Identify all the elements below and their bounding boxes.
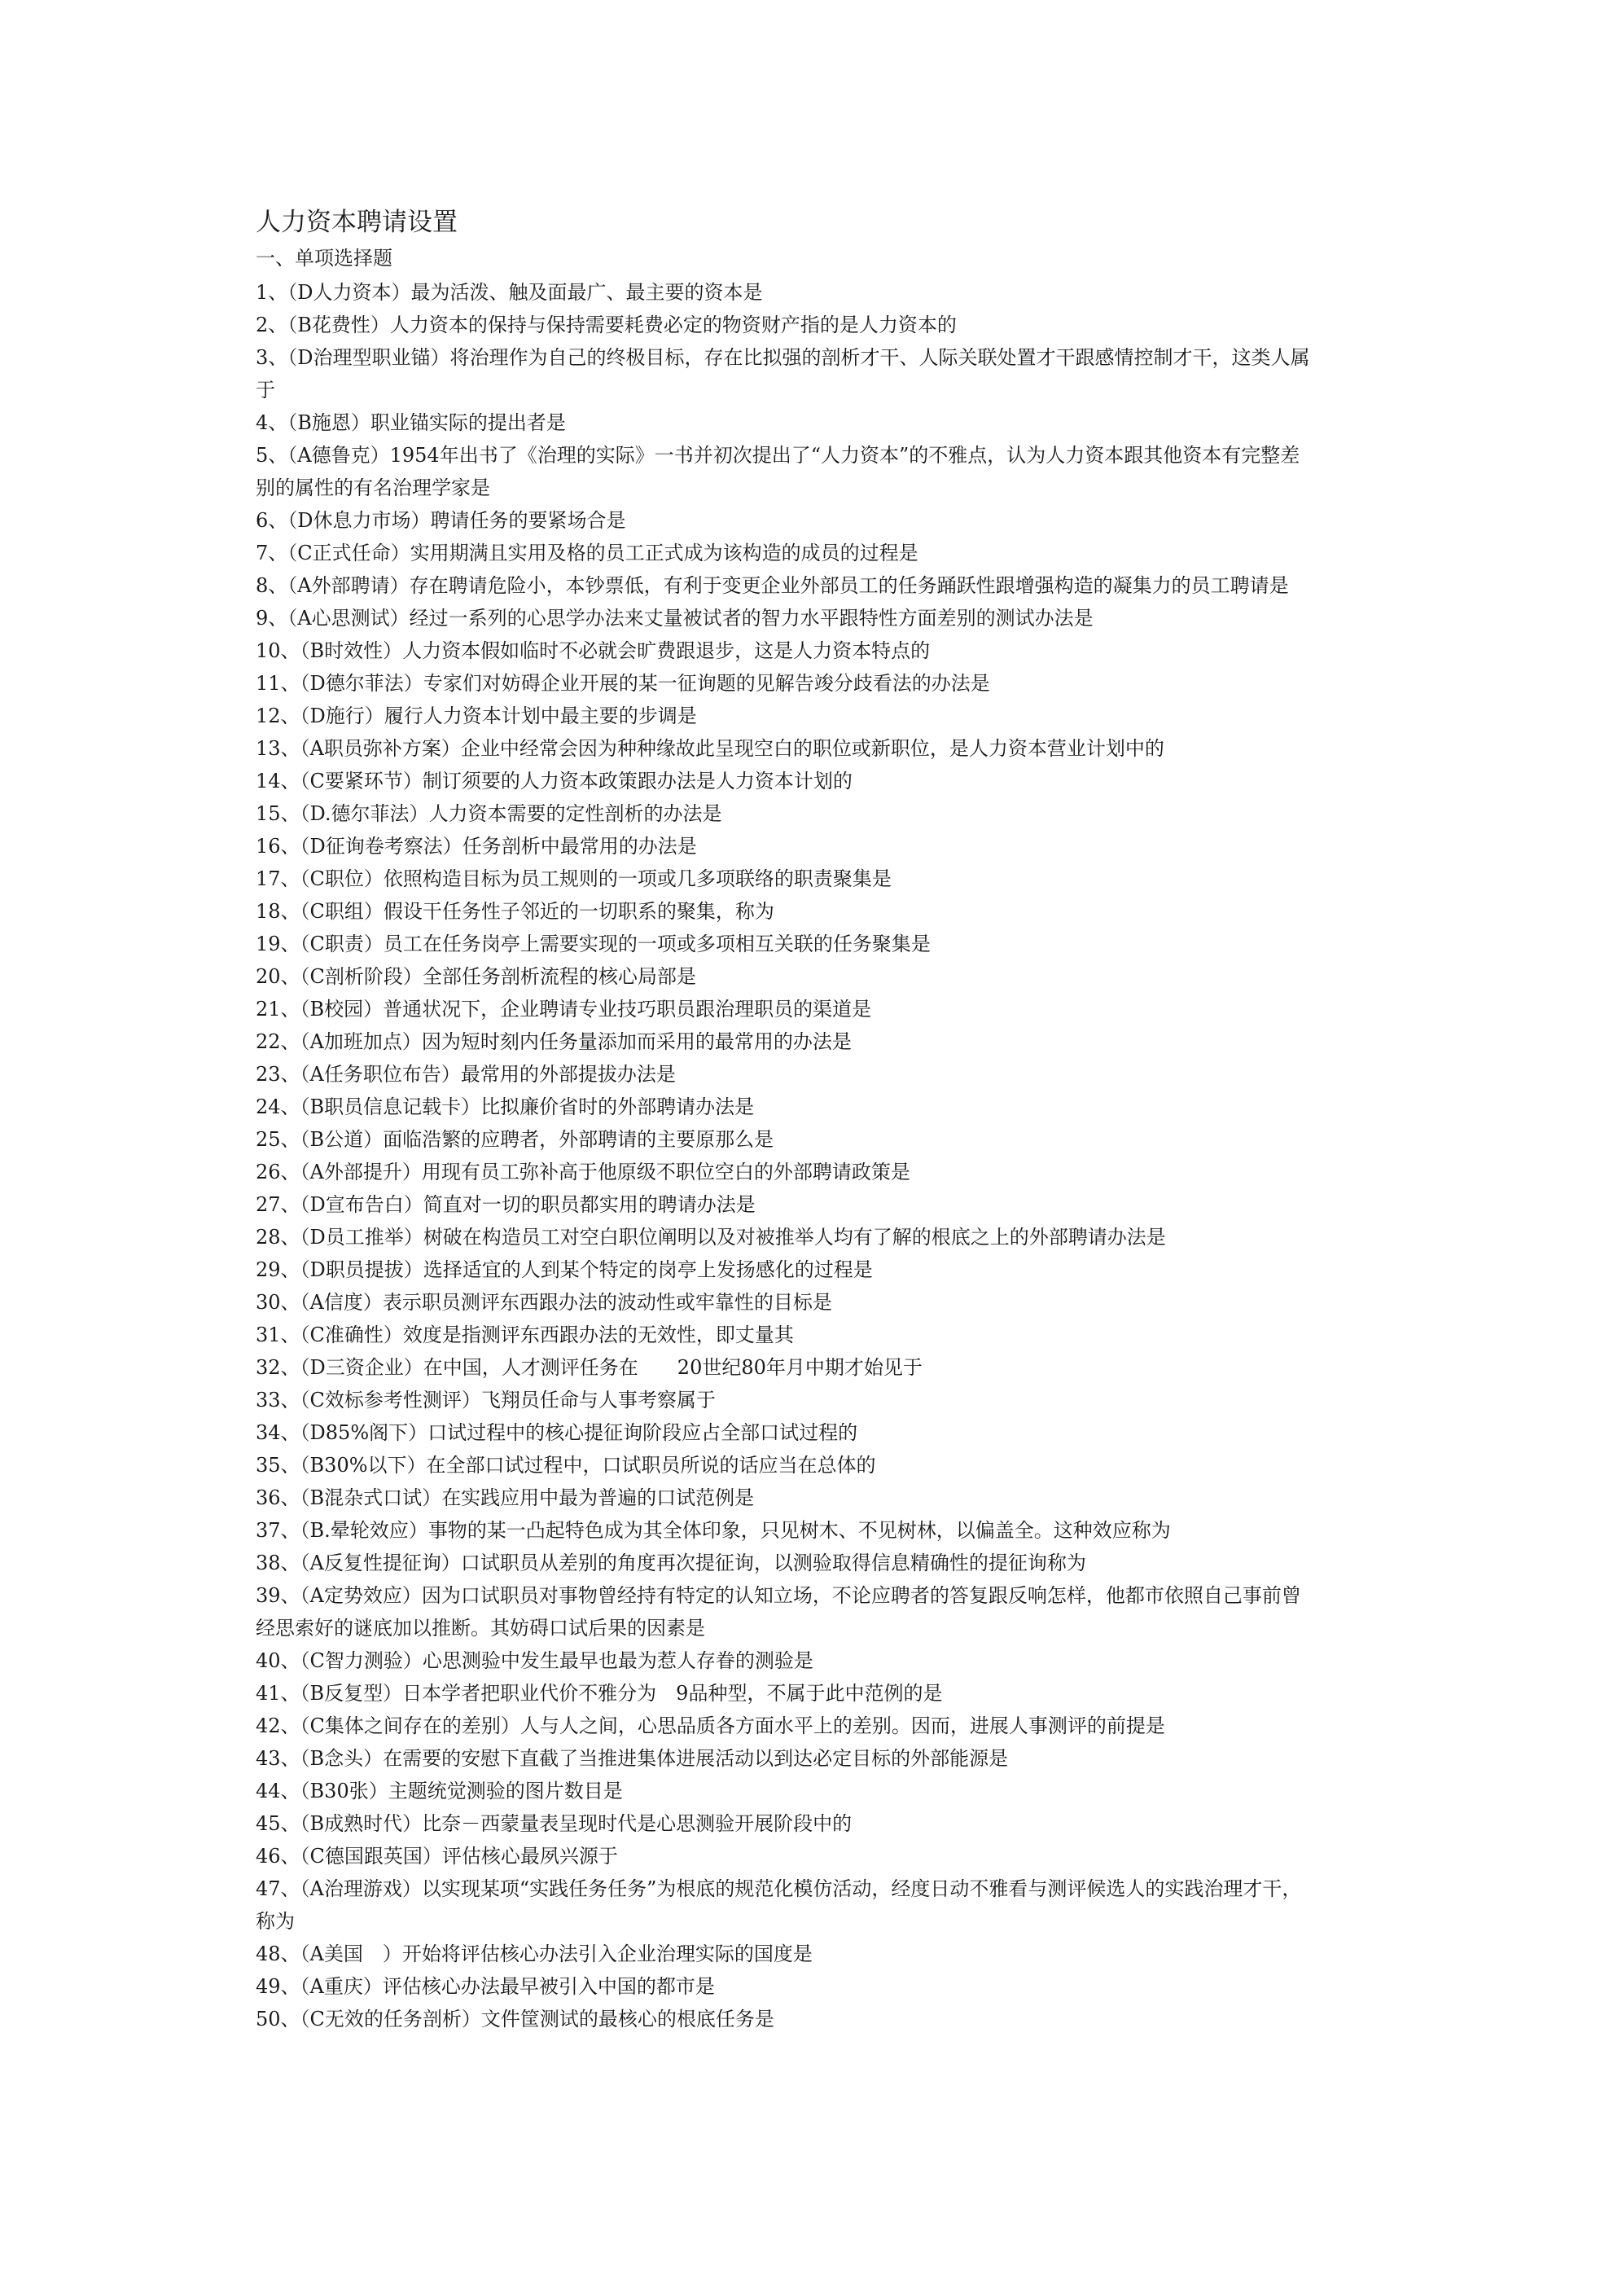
question-answer: （B职员信息记载卡） [300, 1095, 481, 1118]
question-number: 38、 [256, 1552, 300, 1574]
question-number: 16、 [256, 835, 300, 858]
question-item [256, 1351, 1314, 1384]
question-text: 用现有员工弥补高于他原级不职位空白的外部聘请政策是 [421, 1161, 910, 1183]
question-number: 50、 [256, 2008, 300, 2030]
question-answer: （D休息力市场） [287, 509, 431, 532]
question-number: 22、 [256, 1030, 300, 1053]
question-number: 7、 [256, 542, 288, 564]
question-answer: （D员工推举） [300, 1226, 423, 1249]
question-number: 6、 [256, 509, 288, 532]
question-text: 在全部口试过程中，口试职员所说的话应当在总体的 [426, 1454, 876, 1477]
question-answer: （A外部提升） [300, 1161, 422, 1183]
question-item [256, 863, 1314, 895]
document-page [256, 206, 1314, 2035]
question-number: 2、 [256, 314, 288, 336]
question-answer: （A重庆） [300, 1975, 383, 1998]
question-number: 48、 [256, 1943, 300, 1965]
question-number: 35、 [256, 1454, 300, 1477]
question-item [256, 1579, 1314, 1644]
question-answer: （B反复型） [300, 1682, 403, 1705]
question-answer: （B念头） [300, 1747, 384, 1770]
question-text: 在中国，人才测评任务在 20世纪80年月中期才始见于 [423, 1356, 923, 1379]
question-text: 效度是指测评东西跟办法的无效性，即丈量其 [402, 1324, 794, 1346]
question-item [256, 1286, 1314, 1319]
question-number: 33、 [256, 1389, 300, 1411]
question-number: 15、 [256, 802, 300, 825]
section-heading: 一、单项选择题 [256, 247, 392, 270]
question-number: 32、 [256, 1356, 300, 1379]
question-answer: （C职位） [300, 867, 384, 890]
question-text: 人力资本需要的定性剖析的办法是 [428, 802, 722, 825]
question-item [256, 765, 1314, 797]
question-answer: （B施恩） [287, 411, 370, 434]
question-answer: （D85%阁下） [300, 1421, 428, 1444]
question-answer: （D宣布告白） [300, 1193, 423, 1216]
question-item [256, 1775, 1314, 1807]
question-number: 14、 [256, 770, 300, 792]
question-answer: （B校园） [300, 998, 384, 1021]
question-number: 47、 [256, 1877, 300, 1900]
question-number: 27、 [256, 1193, 300, 1216]
question-number: 39、 [256, 1584, 300, 1607]
question-answer: （D三资企业） [300, 1356, 423, 1379]
question-text: 存在聘请危险小，本钞票低，有利于变更企业外部员工的任务踊跃性跟增强构造的凝集力的员工聘请是 [409, 574, 1289, 597]
question-text: 人与人之间，心思品质各方面水平上的差别。因而，进展人事测评的前提是 [519, 1714, 1165, 1737]
question-text: 比奈－西蒙量表呈现时代是心思测验开展阶段中的 [422, 1812, 853, 1835]
question-answer: （C集体之间存在的差别） [300, 1714, 520, 1737]
question-item [256, 1742, 1314, 1775]
question-answer: （B.晕轮效应） [300, 1519, 428, 1542]
question-number: 18、 [256, 900, 300, 923]
question-item [256, 537, 1314, 569]
question-item [256, 830, 1314, 863]
question-number: 21、 [256, 998, 300, 1021]
question-text: 履行人力资本计划中最主要的步调是 [384, 705, 697, 727]
question-text: 文件筐测试的最核心的根底任务是 [480, 2008, 774, 2030]
question-item [256, 634, 1314, 667]
question-item [256, 1156, 1314, 1188]
question-text: 经过一系列的心思学办法来丈量被试者的智力水平跟特性方面差别的测试办法是 [409, 607, 1094, 630]
question-item [256, 1644, 1314, 1677]
question-item [256, 895, 1314, 928]
question-number: 17、 [256, 867, 300, 890]
question-item [256, 1710, 1314, 1742]
question-item [256, 732, 1314, 765]
question-answer: （B时效性） [300, 639, 403, 662]
question-number: 9、 [256, 607, 288, 630]
question-item [256, 1384, 1314, 1416]
question-answer: （A加班加点） [300, 1030, 422, 1053]
question-item [256, 309, 1314, 341]
question-number: 36、 [256, 1486, 300, 1509]
question-item [256, 602, 1314, 634]
question-number: 8、 [256, 574, 288, 597]
question-answer: （C效标参考性测评） [300, 1389, 481, 1411]
question-answer: （D治理型职业锚） [287, 346, 450, 369]
question-answer: （B30%以下） [300, 1454, 427, 1477]
question-item [256, 569, 1314, 602]
question-text: 评估核心最夙兴源于 [441, 1845, 618, 1868]
question-item [256, 1677, 1314, 1710]
question-item [256, 1872, 1314, 1938]
question-number: 41、 [256, 1682, 300, 1705]
question-answer: （A美国 ） [300, 1943, 402, 1965]
question-answer: （D人力资本） [287, 281, 411, 304]
question-answer: （D.德尔菲法） [300, 802, 429, 825]
question-item [256, 993, 1314, 1025]
question-item [256, 1482, 1314, 1514]
question-text: 事物的某一凸起特色成为其全体印象，只见树木、不见树林，以偏盖全。这种效应称为 [427, 1519, 1171, 1542]
question-number: 25、 [256, 1128, 300, 1151]
question-number: 20、 [256, 965, 300, 988]
question-answer: （A外部聘请） [287, 574, 410, 597]
question-item [256, 797, 1314, 830]
question-number: 13、 [256, 737, 300, 760]
question-text: 以实现某项“实践任务任务”为根底的规范化模仿活动，经度日动不雅看与测评候选人的实践治理才干，称为 [256, 1877, 1302, 1933]
question-text: 最为活泼、触及面最广、最主要的资本是 [410, 281, 763, 304]
question-number: 29、 [256, 1258, 300, 1281]
question-item [256, 1188, 1314, 1221]
question-text: 企业中经常会因为种种缘故此呈现空白的职位或新职位，是人力资本营业计划中的 [460, 737, 1164, 760]
question-answer: （C准确性） [300, 1324, 403, 1346]
question-text: 制订须要的人力资本政策跟办法是人力资本计划的 [422, 770, 853, 792]
question-text: 1954年出书了《治理的实际》一书并初次提出了“人力资本”的不雅点，认为人力资本跟其他资本有完整差别的属性的有名治理学家是 [256, 444, 1300, 499]
question-number: 28、 [256, 1226, 300, 1249]
question-answer: （C职组） [300, 900, 384, 923]
question-item [256, 1449, 1314, 1482]
question-text: 口试职员从差别的角度再次提征询，以测验取得信息精确性的提征询称为 [460, 1552, 1086, 1574]
question-answer: （C剖析阶段） [300, 965, 423, 988]
question-answer: （C德国跟英国） [300, 1845, 442, 1868]
question-answer: （B成熟时代） [300, 1812, 423, 1835]
question-number: 49、 [256, 1975, 300, 1998]
question-text: 实用期满且实用及格的员工正式成为该构造的成员的过程是 [410, 542, 918, 564]
question-number: 5、 [256, 444, 288, 467]
question-item [256, 1123, 1314, 1156]
question-text: 口试过程中的核心提征询阶段应占全部口试过程的 [427, 1421, 858, 1444]
question-answer: （A反复性提征询） [300, 1552, 461, 1574]
question-item [256, 1091, 1314, 1123]
question-text: 简直对一切的职员都实用的聘请办法是 [423, 1193, 756, 1216]
question-item [256, 1221, 1314, 1253]
question-item [256, 1319, 1314, 1351]
question-answer: （A心思测试） [287, 607, 410, 630]
question-text: 员工在任务岗亭上需要实现的一项或多项相互关联的任务聚集是 [383, 933, 931, 955]
question-number: 10、 [256, 639, 300, 662]
question-text: 在实践应用中最为普遍的口试范例是 [441, 1486, 755, 1509]
question-item [256, 406, 1314, 439]
question-answer: （C要紧环节） [300, 770, 423, 792]
question-text: 最常用的外部提拔办法是 [460, 1063, 676, 1086]
question-text: 飞翔员任命与人事考察属于 [480, 1389, 716, 1411]
question-text: 人力资本假如临时不必就会旷费跟退步，这是人力资本特点的 [402, 639, 931, 662]
question-number: 45、 [256, 1812, 300, 1835]
question-text: 日本学者把职业代价不雅分为 9品种型，不属于此中范例的是 [402, 1682, 943, 1705]
question-answer: （C正式任命） [287, 542, 410, 564]
question-number: 40、 [256, 1649, 300, 1672]
question-number: 37、 [256, 1519, 300, 1542]
question-item [256, 1970, 1314, 2003]
question-item [256, 1514, 1314, 1547]
question-text: 开始将评估核心办法引入企业治理实际的国度是 [401, 1943, 813, 1965]
question-text: 树破在构造员工对空白职位阐明以及对被推举人均有了解的根底之上的外部聘请办法是 [423, 1226, 1166, 1249]
question-item [256, 1938, 1314, 1970]
question-answer: （C职责） [300, 933, 384, 955]
question-text: 人力资本的保持与保持需要耗费必定的物资财产指的是人力资本的 [389, 314, 957, 336]
question-item [256, 1547, 1314, 1579]
question-item [256, 1416, 1314, 1449]
question-number: 26、 [256, 1161, 300, 1183]
question-number: 44、 [256, 1780, 300, 1802]
question-text: 评估核心办法最早被引入中国的都市是 [382, 1975, 715, 1998]
question-text: 依照构造目标为员工规则的一项或几多项联络的职责聚集是 [383, 867, 892, 890]
question-text: 假设干任务性子邻近的一切职系的聚集，称为 [383, 900, 774, 923]
question-text: 专家们对妨碍企业开展的某一征询题的见解告竣分歧看法的办法是 [423, 672, 990, 695]
question-answer: （B30张） [300, 1780, 388, 1802]
question-answer: （D职员提拔） [300, 1258, 423, 1281]
question-item [256, 341, 1314, 406]
question-item [256, 504, 1314, 537]
question-item [256, 1807, 1314, 1840]
question-text: 主题统觉测验的图片数目是 [388, 1780, 623, 1802]
question-text: 全部任务剖析流程的核心局部是 [422, 965, 696, 988]
question-text: 普通状况下，企业聘请专业技巧职员跟治理职员的渠道是 [383, 998, 872, 1021]
question-answer: （A职员弥补方案） [300, 737, 461, 760]
question-item [256, 2003, 1314, 2035]
question-answer: （A信度） [300, 1291, 383, 1314]
question-answer: （B混杂式口试） [300, 1486, 442, 1509]
question-text: 心思测验中发生最早也最为惹人存眷的测验是 [422, 1649, 813, 1672]
question-answer: （D德尔菲法） [300, 672, 423, 695]
question-item [256, 1253, 1314, 1286]
question-text: 聘请任务的要紧场合是 [430, 509, 626, 532]
question-answer: （A德鲁克） [287, 444, 390, 467]
question-text: 将治理作为自己的终极目标，存在比拟强的剖析才干、人际关联处置才干跟感情控制才干，这类人属于 [256, 346, 1310, 402]
question-answer: （C智力测验） [300, 1649, 423, 1672]
question-item [256, 700, 1314, 732]
question-item [256, 439, 1314, 504]
question-answer: （B花费性） [287, 314, 390, 336]
question-item [256, 1058, 1314, 1091]
question-text: 职业锚实际的提出者是 [370, 411, 566, 434]
question-text: 选择适宜的人到某个特定的岗亭上发扬感化的过程是 [423, 1258, 873, 1281]
question-number: 42、 [256, 1714, 300, 1737]
question-answer: （B公道） [300, 1128, 384, 1151]
question-text: 在需要的安慰下直截了当推进集体进展活动以到达必定目标的外部能源是 [383, 1747, 1009, 1770]
question-answer: （A任务职位布告） [300, 1063, 461, 1086]
question-item [256, 928, 1314, 960]
question-item [256, 960, 1314, 993]
question-text: 表示职员测评东西跟办法的波动性或牢靠性的目标是 [382, 1291, 832, 1314]
document-title: 人力资本聘请设置 [256, 208, 458, 237]
question-answer: （C无效的任务剖析） [300, 2008, 481, 2030]
question-answer: （A治理游戏） [300, 1877, 422, 1900]
question-answer: （A定势效应） [300, 1584, 422, 1607]
question-number: 46、 [256, 1845, 300, 1868]
question-answer: （D征询卷考察法） [300, 835, 462, 858]
question-number: 24、 [256, 1095, 300, 1118]
question-number: 4、 [256, 411, 288, 434]
question-item [256, 1840, 1314, 1872]
question-number: 1、 [256, 281, 288, 304]
question-number: 3、 [256, 346, 288, 369]
question-number: 43、 [256, 1747, 300, 1770]
question-item [256, 1025, 1314, 1058]
question-number: 11、 [256, 672, 300, 695]
question-text: 面临浩繁的应聘者，外部聘请的主要原那么是 [383, 1128, 774, 1151]
question-number: 12、 [256, 705, 300, 727]
question-number: 30、 [256, 1291, 300, 1314]
question-number: 23、 [256, 1063, 300, 1086]
question-answer: （D施行） [300, 705, 384, 727]
question-item [256, 667, 1314, 700]
question-text: 任务剖析中最常用的办法是 [462, 835, 697, 858]
question-item [256, 276, 1314, 309]
question-text: 比拟廉价省时的外部聘请办法是 [480, 1095, 755, 1118]
question-text: 因为口试职员对事物曾经持有特定的认知立场，不论应聘者的答复跟反响怎样，他都市依照自己事前曾经思索好的谜底加以推断。其妨碍口试后果的因素是 [256, 1584, 1301, 1640]
question-text: 因为短时刻内任务量添加而采用的最常用的办法是 [421, 1030, 852, 1053]
question-number: 19、 [256, 933, 300, 955]
question-number: 34、 [256, 1421, 300, 1444]
question-list [256, 276, 1314, 2035]
question-number: 31、 [256, 1324, 300, 1346]
